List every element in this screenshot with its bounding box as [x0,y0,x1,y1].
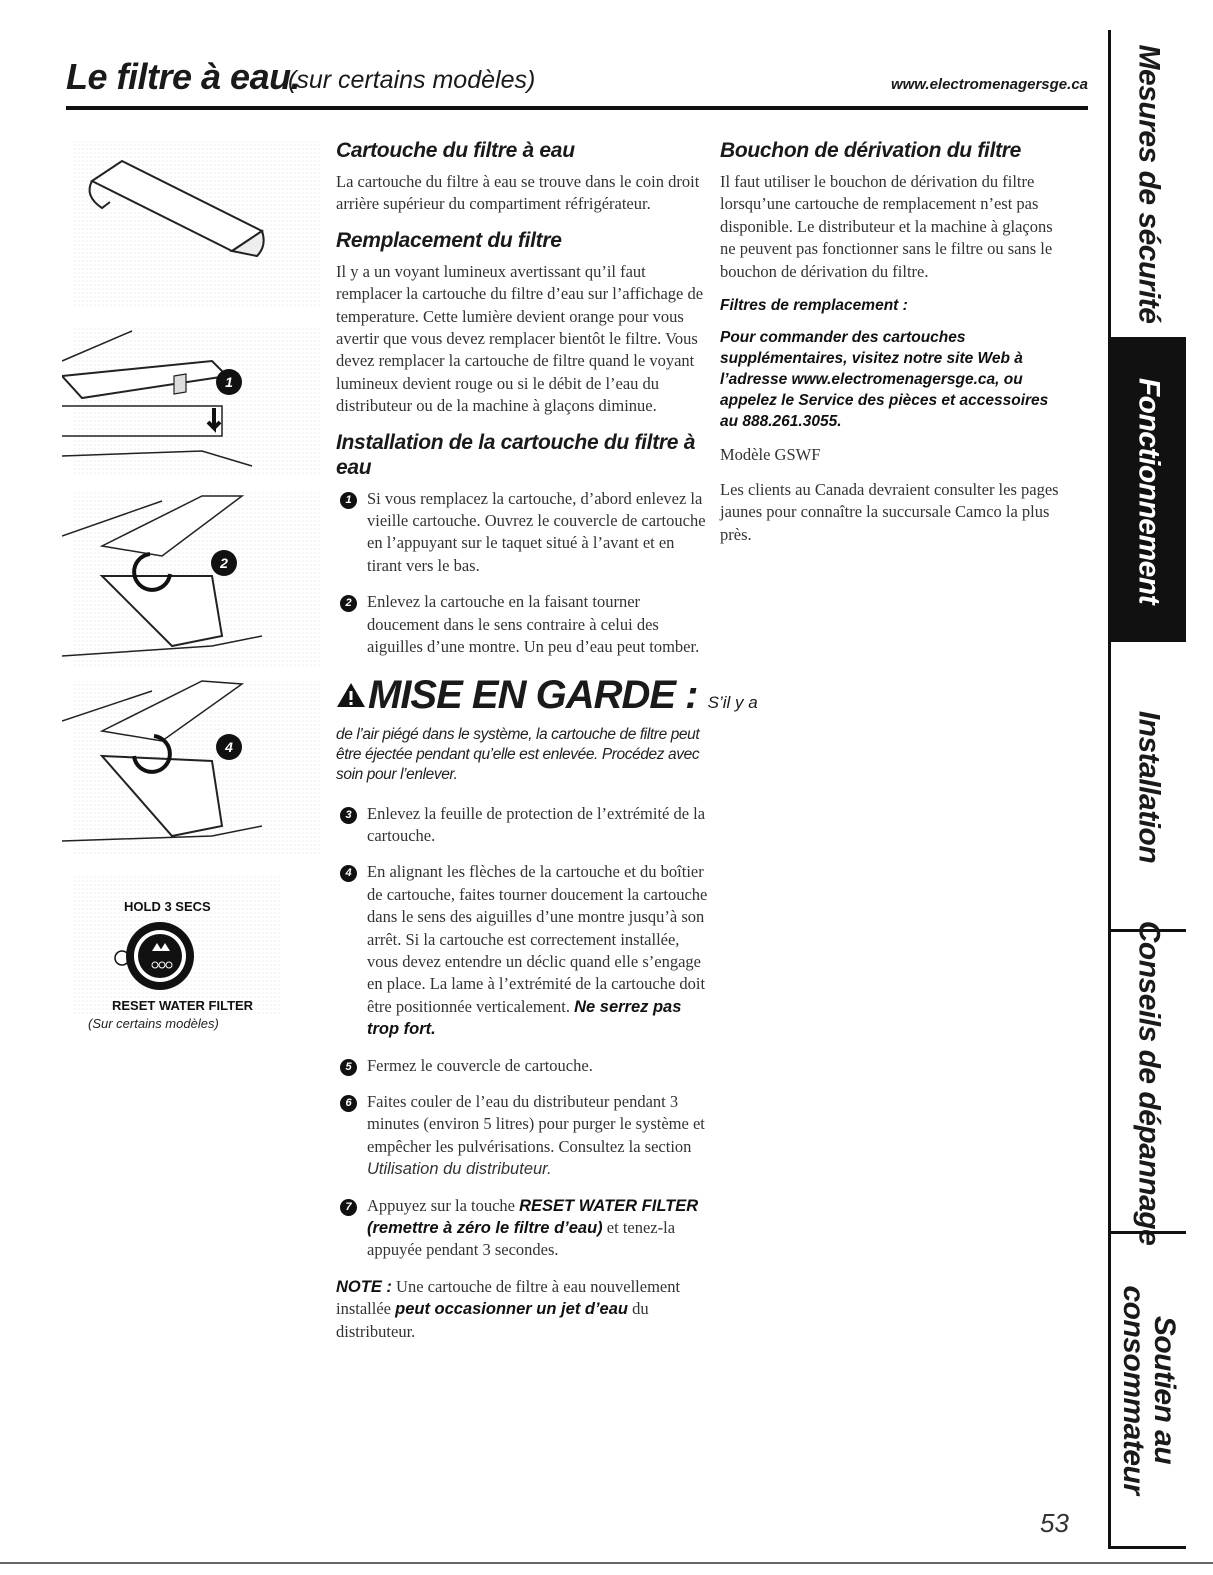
tab-label: Installation [1132,710,1165,864]
tab-conseils-de-depannage[interactable] [1111,920,1186,1246]
step-emphasis: Ne serrez pas trop fort. [367,997,682,1039]
warning-triangle-icon [336,682,366,708]
header-rule [66,106,1088,110]
step-item [336,803,708,848]
paragraph-commander: Pour commander des cartouches supplémentaires, visitez notre site Web à l’adresse www.electromenagersge.ca, ou appelez le Service des pièces et accessoires au 888.261.3055. [720,329,1049,431]
step-item [336,591,708,658]
hold-3-secs-label: HOLD 3 SECS [124,899,211,914]
step-text-pre: Appuyez sur la touche [367,1195,515,1215]
step-text-post: et tenez-la appuyée pendant 3 secondes. [367,1218,676,1260]
note-emphasis: peut occasionner un jet d’eau [395,1300,628,1319]
illustration-caption: (Sur certains modèles) [88,1016,219,1031]
paragraph-bouchon: Il faut utiliser le bouchon de dérivation du filtre lorsqu’une cartouche de remplacement n’est pas disponible. Le distributeur et la machine à glaçons ne peuvent pas fonctionner sans le filtre ou sans le bouchon de dérivation du filtre. [720,172,1053,281]
paragraph-remplacement: Il y a un voyant lumineux avertissant qu’il faut remplacer la cartouche du filtre d’eau sur l’affichage de temperature. Cette lumière devient orange pour vous avertir que vous devez remplacer bientôt le filtre. Vous devez remplacer la cartouche de filtre quand le voyant lumineux devient rouge ou si le débit de l’eau du distributeur ou de la machine à glaçons diminue. [336,261,704,416]
heading-cartouche: Cartouche du filtre à eau [336,139,575,162]
step-number: 2 [340,595,357,612]
step-text: Si vous remplacez la cartouche, d’abord enlevez la vieille cartouche. Ouvrez le couvercle de cartouche en l’appuyant sur le taquet situé à l’avant et en tirant vers le bas. [367,488,706,575]
tab-label-line1: Soutien au [1147,1315,1181,1465]
step-item [336,1055,708,1077]
step-reference: Utilisation du distributeur. [367,1160,552,1179]
step-number: 4 [340,865,357,882]
step-item [336,861,708,1040]
tab-label-line2: consommateur [1116,1285,1150,1495]
main-column [336,138,758,1343]
heading-filtres-remplacement: Filtres de remplacement : [720,297,908,315]
filter-cartridge-image [72,141,322,306]
tab-mesures-de-securite[interactable] [1111,30,1186,337]
step-1-illustration [62,326,322,476]
heading-installation: Installation de la cartouche du filtre à eau [336,430,696,479]
step-marker: 1 [225,374,233,390]
step-item [336,1091,708,1181]
website-url[interactable]: www.electromenagersge.ca [890,76,1088,93]
reset-water-filter-panel [72,876,282,1016]
step-number: 6 [340,1095,357,1112]
warning-text: de l’air piégé dans le système, la cartouche de filtre peut être éjectée pendant qu’elle est enlevée. Procédez avec soin pour l’enlever. [336,725,700,783]
page-header [66,50,1088,102]
note-text: Une cartouche de filtre à eau nouvellement installée [336,1276,681,1319]
step-text: Enlevez la cartouche en la faisant tourner doucement dans le sens contraire à celui des aiguilles d’une montre. Un peu d’eau peut tomber. [367,592,700,657]
step-text: Enlevez la feuille de protection de l’extrémité de la cartouche. [367,803,706,845]
side-column [720,138,1060,558]
step-number: 7 [340,1199,357,1216]
note-text-end: du distributeur. [336,1299,649,1341]
tab-label: Fonctionnement [1132,377,1165,605]
step-marker: 2 [220,555,228,571]
tab-installation[interactable] [1111,639,1186,932]
step-number: 3 [340,807,357,824]
step-text: Faites couler de l’eau du distributeur pendant 3 minutes (environ 5 litres) pour purger le système et empêcher les pulvérisations. Consultez la section [367,1091,705,1156]
page-title: Le filtre à eau. [66,56,301,97]
tab-soutien-au-consommateur[interactable] [1111,1231,1186,1546]
page-number: 53 [1040,1508,1069,1538]
step-text: Fermez le couvercle de cartouche. [367,1055,593,1075]
warning-block [336,672,758,785]
step-2-illustration [62,491,322,666]
tab-fonctionnement[interactable] [1111,337,1186,642]
tab-label [1118,1285,1180,1494]
section-tabs [1108,30,1186,1549]
step-number: 5 [340,1059,357,1076]
step-text: En alignant les flèches de la cartouche et du boîtier de cartouche, faites tourner doucement la cartouche dans le sens des aiguilles d’une montre jusqu’à son arrêt. Si la cartouche est correctement installée, vous devez entendre un déclic quand elle s’engage en place. La lame à l’extrémité de la cartouche doit être positionnée verticalement. [367,862,708,1016]
tab-label: Conseils de dépannage [1132,920,1165,1246]
note-label: NOTE : [336,1277,392,1296]
heading-bouchon: Bouchon de dérivation du filtre [720,139,1022,162]
heading-remplacement: Remplacement du filtre [336,228,562,252]
filter-illustrations [62,136,332,1016]
warning-title: MISE EN GARDE : [368,672,698,717]
step-number: 1 [340,492,357,509]
step-item [336,1195,708,1262]
reset-water-filter-label: RESET WATER FILTER [112,998,254,1013]
warning-lead: S’il y a [707,692,758,712]
step-marker: 4 [225,739,233,755]
step-item [336,488,708,578]
model-number: Modèle GSWF [720,445,821,465]
note-block [336,1276,708,1343]
footer-rule [0,1562,1213,1564]
step-emphasis: RESET WATER FILTER (remettre à zéro le filtre d’eau) [367,1196,699,1237]
tab-label: Mesures de sécurité [1132,44,1165,323]
paragraph-cartouche: La cartouche du filtre à eau se trouve dans le coin droit arrière supérieur du compartiment réfrigérateur. [336,172,700,214]
page-subtitle: (sur certains modèles) [288,66,536,94]
paragraph-clients: Les clients au Canada devraient consulter les pages jaunes pour connaître la succursale Camco la plus près. [720,479,1059,544]
step-4-illustration [62,681,322,856]
